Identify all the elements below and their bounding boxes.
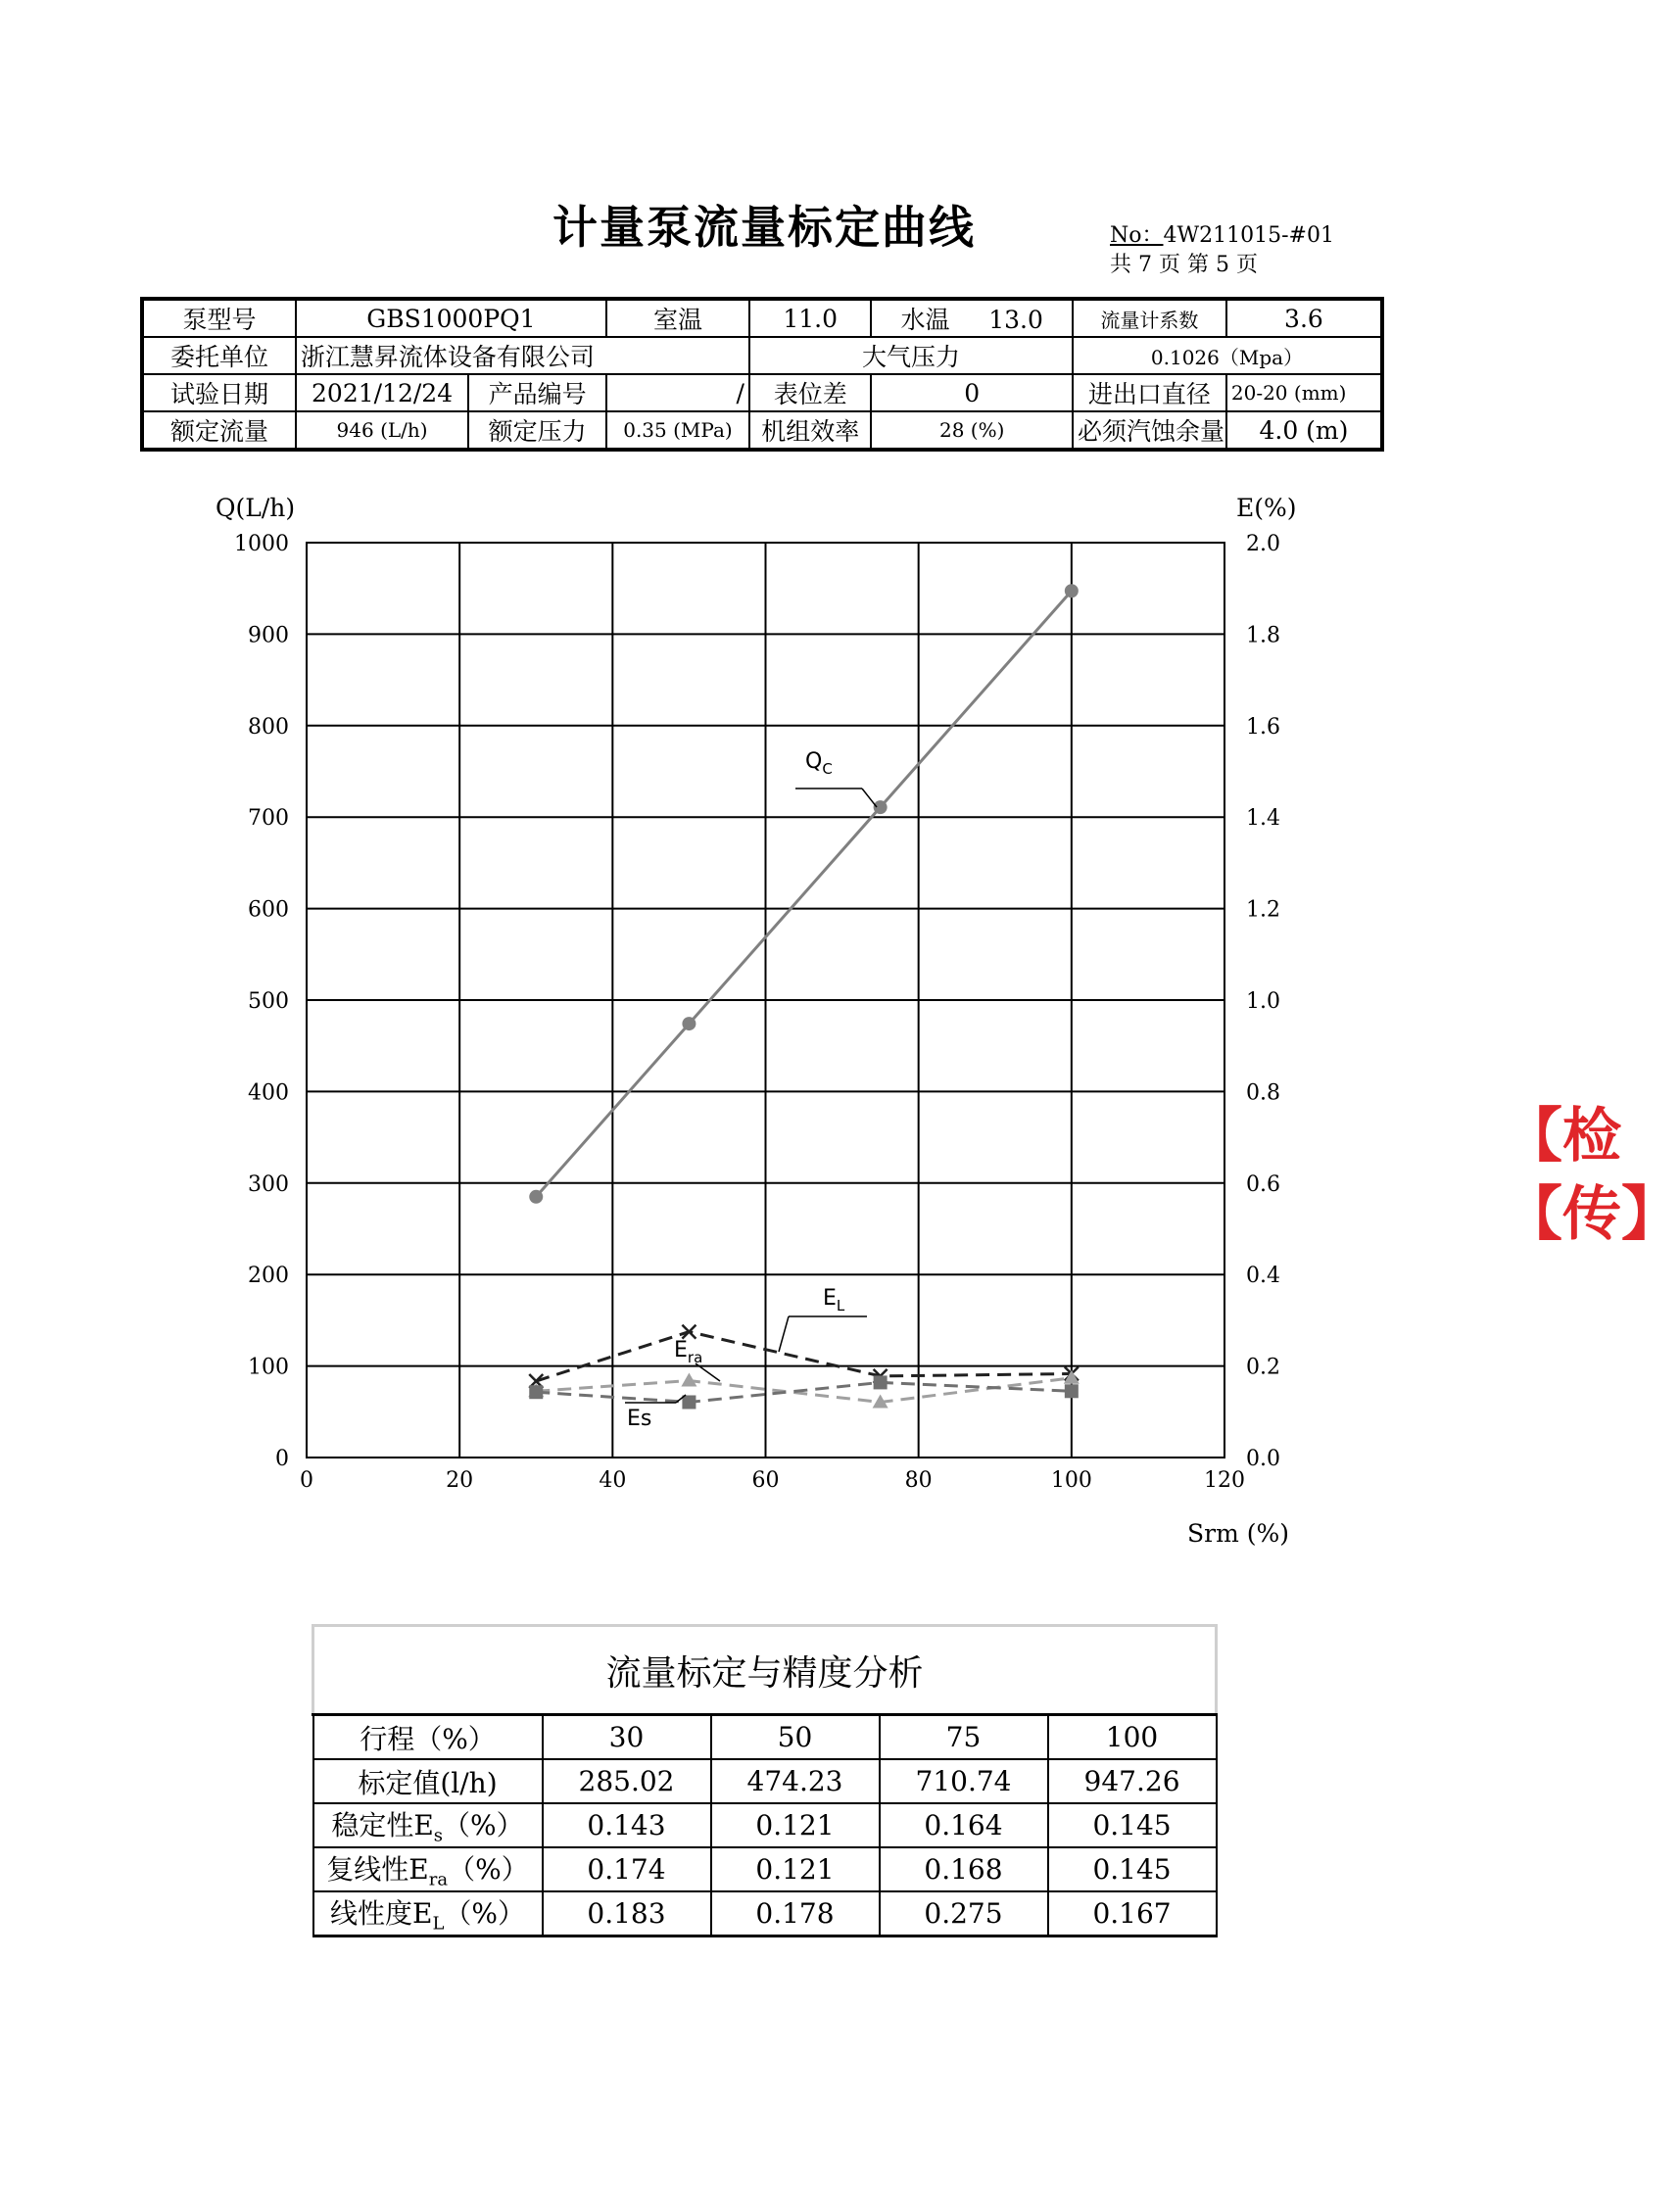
series-label-main: E (674, 1338, 688, 1362)
analysis-cell: 285.02 (543, 1759, 711, 1803)
npsh-label: 必须汽蚀余量 (1073, 411, 1226, 450)
row-label-main: 行程（%） (360, 1722, 496, 1755)
y-left-tick-label: 100 (248, 1355, 289, 1380)
x-tick-label: 120 (1204, 1468, 1245, 1493)
row-label-main: 稳定性E (331, 1809, 434, 1842)
analysis-cell: 710.74 (880, 1759, 1048, 1803)
y-right-tick-label: 0.8 (1246, 1080, 1280, 1106)
data-point-qc (1065, 584, 1079, 598)
series-label-es (627, 1407, 651, 1431)
x-tick-label: 80 (904, 1468, 933, 1493)
y-right-tick-label: 2.0 (1246, 532, 1280, 556)
y-left-tick-label: 0 (275, 1447, 289, 1471)
client-label: 委托单位 (142, 337, 296, 374)
data-point-qc (529, 1190, 543, 1204)
y-left-tick-label: 200 (248, 1264, 289, 1289)
y-left-tick-label: 500 (248, 989, 289, 1014)
analysis-cell: 0.178 (711, 1891, 880, 1936)
analysis-cell: 0.143 (543, 1803, 711, 1847)
atm-pressure: 0.1026（Mpa） (1073, 337, 1382, 374)
y-left-tick-label: 1000 (234, 532, 289, 556)
x-tick-label: 60 (751, 1468, 780, 1493)
port-diameter: 20-20 (mm) (1226, 374, 1382, 411)
analysis-cell: 0.183 (543, 1891, 711, 1936)
y-right-tick-label: 1.2 (1246, 897, 1280, 923)
water-temp: 13.0 (988, 306, 1043, 334)
data-point-es (529, 1385, 543, 1399)
page-title: 计量泵流量标定曲线 (552, 201, 976, 254)
red-stamp (1504, 1097, 1680, 1420)
test-date: 2021/12/24 (296, 374, 468, 411)
flow-coef-label: 流量计系数 (1073, 299, 1226, 337)
analysis-row-label (313, 1759, 543, 1803)
y-left-tick-label: 800 (248, 714, 289, 740)
rated-pressure: 0.35 (MPa) (606, 411, 749, 450)
row-label-tail: （%） (448, 1853, 529, 1887)
npsh: 4.0 (m) (1226, 411, 1382, 450)
analysis-cell: 0.121 (711, 1803, 880, 1847)
analysis-cell: 0.275 (880, 1891, 1048, 1936)
row-label-main: 标定值(l/h) (358, 1766, 498, 1799)
y-left-tick-label: 700 (248, 806, 289, 832)
y-left-tick-label: 600 (248, 897, 289, 923)
y-right-tick-label: 1.8 (1246, 623, 1280, 648)
analysis-cell: 0.145 (1048, 1803, 1217, 1847)
y-right-axis-label: E(%) (1236, 494, 1297, 522)
analysis-cell: 947.26 (1048, 1759, 1217, 1803)
row-label-tail: （%） (444, 1897, 525, 1931)
analysis-cell: 474.23 (711, 1759, 880, 1803)
gauge-diff: 0 (871, 374, 1073, 411)
series-label-main: Q (805, 749, 823, 774)
analysis-row (313, 1847, 1217, 1891)
analysis-cell: 0.167 (1048, 1891, 1217, 1936)
room-temp: 11.0 (749, 299, 871, 337)
y-left-tick-label: 900 (248, 623, 289, 648)
doc-no-label: No： (1110, 223, 1164, 248)
water-temp-label: 水温 (900, 306, 950, 334)
page-info: 共 7 页 第 5 页 (1110, 253, 1258, 277)
data-point-qc (874, 800, 888, 814)
doc-no-value: 4W211015-#01 (1163, 223, 1334, 248)
y-right-tick-label: 1.4 (1246, 806, 1280, 832)
product-no: / (606, 374, 749, 411)
row-label-main: 复线性E (326, 1853, 429, 1887)
y-right-tick-label: 0.0 (1246, 1447, 1280, 1471)
analysis-row-label (313, 1715, 543, 1760)
series-label-sub: L (836, 1297, 845, 1315)
analysis-cell: 50 (711, 1715, 880, 1760)
client: 浙江慧昇流体设备有限公司 (296, 337, 749, 374)
row-label-sub: s (433, 1825, 444, 1846)
analysis-title: 流量标定与精度分析 (313, 1626, 1217, 1715)
atm-pressure-label: 大气压力 (749, 337, 1073, 374)
pump-model: GBS1000PQ1 (296, 299, 606, 337)
data-point-qc (682, 1017, 696, 1030)
analysis-row (313, 1715, 1217, 1760)
analysis-cell: 30 (543, 1715, 711, 1760)
analysis-row (313, 1803, 1217, 1847)
row-label-sub: L (432, 1913, 445, 1935)
series-label-sub: C (822, 760, 833, 778)
series-label-main: Es (627, 1407, 652, 1431)
x-tick-label: 20 (446, 1468, 474, 1493)
analysis-cell: 75 (880, 1715, 1048, 1760)
analysis-cell: 0.164 (880, 1803, 1048, 1847)
x-tick-label: 100 (1050, 1468, 1092, 1493)
row-label-tail: （%） (443, 1809, 524, 1842)
product-no-label: 产品编号 (468, 374, 606, 411)
analysis-row-label (313, 1803, 543, 1847)
series-label-main: E (823, 1286, 837, 1311)
efficiency-label: 机组效率 (749, 411, 871, 450)
analysis-cell: 0.174 (543, 1847, 711, 1891)
analysis-row (313, 1759, 1217, 1803)
y-left-tick-label: 300 (248, 1171, 289, 1197)
y-left-axis-label: Q(L/h) (216, 494, 296, 522)
analysis-row-label (313, 1891, 543, 1936)
rated-flow: 946 (L/h) (296, 411, 468, 450)
y-right-tick-label: 1.0 (1246, 989, 1280, 1014)
row-label-main: 线性度E (329, 1897, 433, 1931)
pump-model-label: 泵型号 (142, 299, 296, 337)
y-right-tick-label: 0.4 (1246, 1264, 1280, 1289)
y-right-tick-label: 0.6 (1246, 1171, 1280, 1197)
analysis-cell: 100 (1048, 1715, 1217, 1760)
y-right-tick-label: 0.2 (1246, 1355, 1280, 1380)
rated-flow-label: 额定流量 (142, 411, 296, 450)
analysis-row-label (313, 1847, 543, 1891)
analysis-cell: 0.145 (1048, 1847, 1217, 1891)
y-right-tick-label: 1.6 (1246, 714, 1280, 740)
gauge-diff-label: 表位差 (749, 374, 871, 411)
x-tick-label: 40 (599, 1468, 627, 1493)
x-tick-label: 0 (300, 1468, 313, 1493)
series-label-sub: ra (687, 1349, 703, 1366)
data-point-es (1065, 1384, 1079, 1398)
y-left-tick-label: 400 (248, 1080, 289, 1106)
rated-pressure-label: 额定压力 (468, 411, 606, 450)
room-temp-label: 室温 (606, 299, 749, 337)
stamp-text: 【检【传】 (1504, 1102, 1680, 1249)
analysis-cell: 0.168 (880, 1847, 1048, 1891)
flow-coef: 3.6 (1226, 299, 1382, 337)
x-axis-label: Srm (%) (1187, 1519, 1289, 1548)
analysis-cell: 0.121 (711, 1847, 880, 1891)
analysis-row (313, 1891, 1217, 1936)
row-label-sub: ra (428, 1869, 449, 1890)
data-point-es (874, 1375, 888, 1389)
efficiency: 28 (%) (871, 411, 1073, 450)
test-date-label: 试验日期 (142, 374, 296, 411)
analysis-table (312, 1624, 1218, 1937)
port-diameter-label: 进出口直径 (1073, 374, 1226, 411)
data-point-es (682, 1395, 696, 1409)
